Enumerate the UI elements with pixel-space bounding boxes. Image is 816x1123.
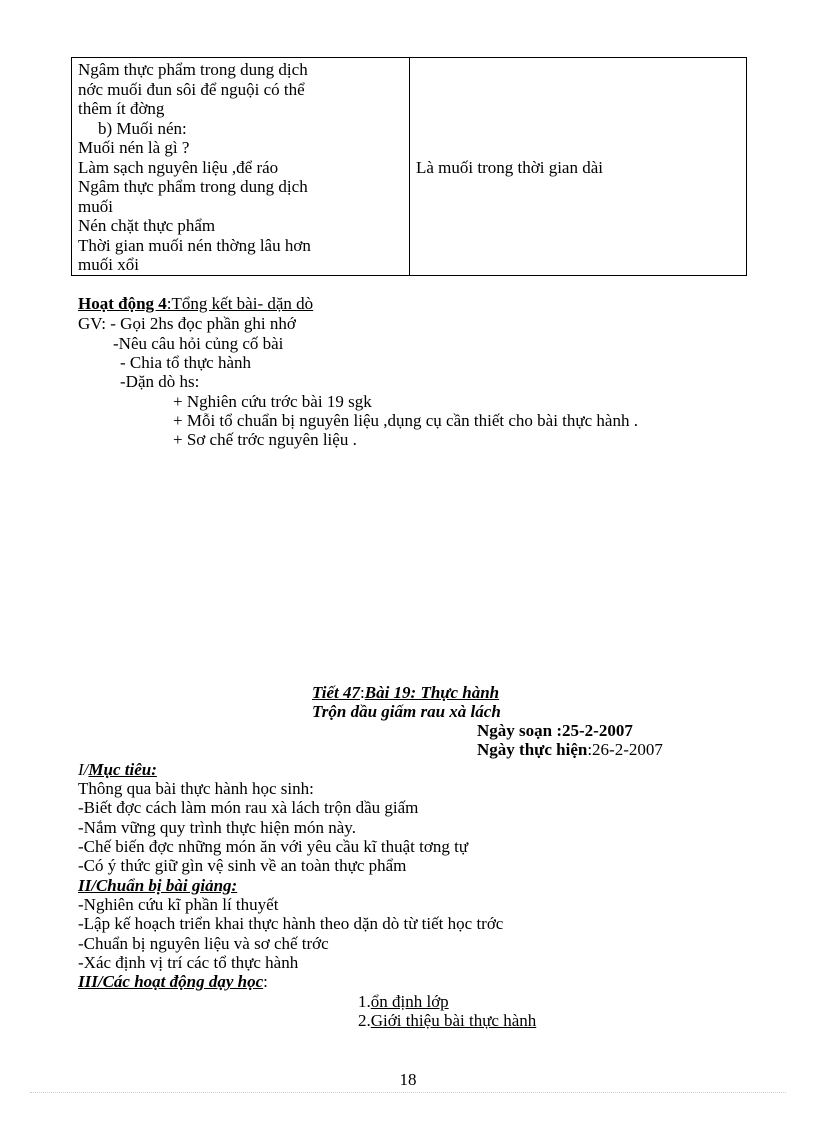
section3-heading: [78, 972, 268, 992]
table-cell-left: [72, 58, 410, 276]
date-prepared: Ngày soạn :25-2-2007: [477, 721, 633, 740]
table-line: Nén chặt thực phẩm: [78, 216, 216, 235]
lesson-sep: :: [360, 683, 365, 702]
page-number: 18: [399, 1070, 417, 1089]
section3-step2: [358, 1011, 536, 1031]
table-row: [72, 58, 747, 276]
table-line: Muối nén là gì ?: [78, 138, 190, 157]
table-cell-right: [410, 58, 747, 276]
activity4-gv-line: GV: - Gọi 2hs đọc phần ghi nhớ: [78, 314, 296, 333]
table-line: Ngâm thực phẩm trong dung dịch: [78, 177, 308, 196]
activity4-item: + Sơ chế trớc nguyên liệu .: [173, 430, 357, 449]
section1-line: -Có ý thức giữ gìn vệ sinh về an toàn thực phẩm: [78, 856, 407, 875]
table-line: Ngâm thực phẩm trong dung dịch: [78, 60, 308, 79]
section2-line: -Lập kế hoạch triển khai thực hành theo dặn dò từ tiết học trớc: [78, 914, 504, 933]
date-taught-value: :26-2-2007: [587, 740, 663, 759]
table-line: Làm sạch nguyên liệu ,để ráo: [78, 157, 279, 177]
table-line: nớc muối đun sôi để nguội có thể: [78, 79, 305, 99]
section1-line: -Biết đợc cách làm món rau xà lách trộn dầu giấm: [78, 798, 419, 817]
section1-heading: [78, 760, 157, 780]
step1-text: ổn định lớp: [370, 992, 449, 1011]
activity4-item: + Mỗi tổ chuẩn bị nguyên liệu ,dụng cụ cần thiết cho bài thực hành .: [173, 411, 638, 430]
footer-divider: [30, 1092, 786, 1093]
table-line: Thời gian muối nén thờng lâu hơn: [78, 235, 311, 255]
activity4-item: + Nghiên cứu trớc bài 19 sgk: [173, 392, 372, 411]
section3-title: III/Các hoạt động dạy học: [78, 972, 264, 991]
lesson-period: Tiết 47: [312, 683, 360, 702]
activity4-line: - Chia tổ thực hành: [120, 353, 252, 372]
date-taught: [477, 740, 663, 760]
table-right-text: Là muối trong thời gian dài: [416, 157, 603, 177]
activity4-title-rest: :Tổng kết bài- dặn dò: [166, 294, 314, 313]
section2-line: -Nghiên cứu kĩ phần lí thuyết: [78, 895, 279, 914]
lesson-title: Bài 19: Thực hành: [364, 683, 500, 702]
step2-text: Giới thiệu bài thực hành: [370, 1011, 537, 1030]
table-line: muối: [78, 196, 113, 216]
section2-line: -Xác định vị trí các tổ thực hành: [78, 953, 299, 972]
lesson-heading: [312, 683, 499, 703]
activity4-heading: [78, 294, 313, 314]
section3-step1: [358, 992, 449, 1012]
date-taught-label: Ngày thực hiện: [477, 740, 588, 759]
step2-num: 2.: [358, 1011, 371, 1030]
table-line: muối xổi: [78, 255, 139, 274]
section1-title: Mục tiêu:: [88, 760, 157, 779]
activity4-line: -Dặn dò hs:: [120, 372, 200, 391]
section3-colon: :: [263, 972, 268, 991]
section2-line: -Chuẩn bị nguyên liệu và sơ chế trớc: [78, 934, 329, 953]
activity4-line: -Nêu câu hỏi củng cố bài: [113, 334, 284, 353]
section1-line: -Chế biến đợc những món ăn với yêu cầu kĩ thuật tơng tự: [78, 837, 469, 856]
section1-line: Thông qua bài thực hành học sinh:: [78, 779, 314, 798]
table-line: b) Muối nén:: [98, 118, 187, 138]
step1-num: 1.: [358, 992, 371, 1011]
section2-title: II/Chuẩn bị bài giảng:: [78, 876, 238, 895]
table-line: thêm ít đờng: [78, 99, 165, 118]
lesson-subtitle: Trộn dầu giấm rau xà lách: [312, 702, 501, 721]
section1-line: -Nắm vững quy trình thực hiện món này.: [78, 818, 356, 837]
section1-prefix: I/: [78, 760, 89, 779]
content-table: [71, 57, 747, 276]
activity4-title: Hoạt động 4: [78, 294, 167, 313]
